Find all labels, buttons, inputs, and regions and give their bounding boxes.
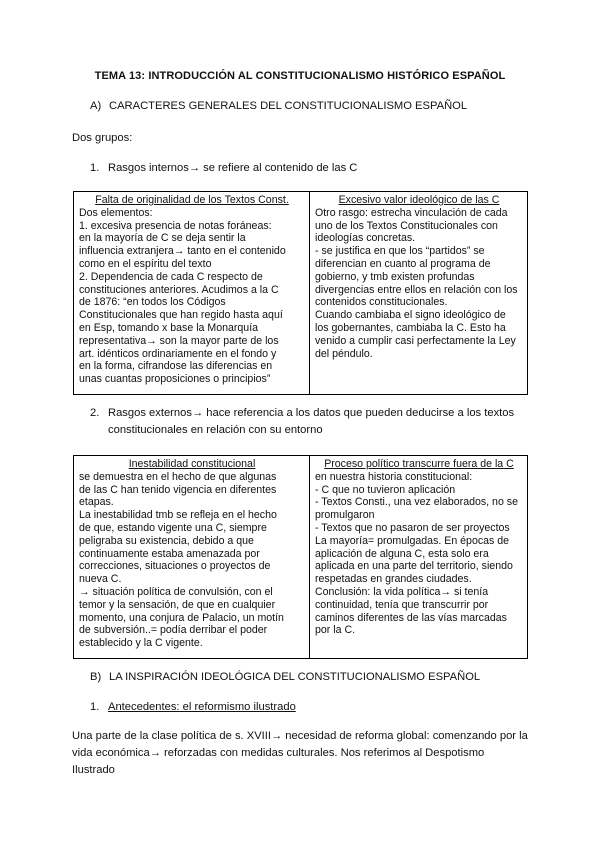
table1-right-line: divergencias entre ellos en relación con los	[315, 283, 518, 296]
table1-right-line: contenidos constitucionales.	[315, 296, 448, 309]
table1-right-header: Excesivo valor ideológico de las C	[338, 194, 500, 206]
table2-left-line: temor y la sensación, de que en cualquier	[79, 598, 276, 611]
table1-left-line: como en el espíritu del texto	[79, 257, 212, 270]
section-b-heading: LA INSPIRACIÓN IDEOLÓGICA DEL CONSTITUCIONALISMO ESPAÑOL	[109, 671, 481, 683]
table2-left-cell	[74, 456, 310, 659]
item1-text: Rasgos internos→ se refiere al contenido de las C	[108, 162, 358, 174]
table2-left-line: nueva C.	[79, 573, 122, 586]
table2-right-line: en nuestra historia constitucional:	[315, 470, 473, 483]
table2-right-line: La mayoría= promulgadas. En épocas de	[315, 534, 510, 547]
table1-right-line: Otro rasgo: estrecha vinculación de cada	[315, 206, 508, 219]
table1-right-line: gobierno, y tmb existen profundas	[315, 270, 475, 283]
table2-right-line: aplicada en una parte del territorio, siendo	[315, 560, 513, 573]
table2-left-line: etapas.	[79, 496, 114, 509]
table1-right-line: diferencian en cuanto al programa de	[315, 257, 491, 270]
table1-left-line: Constitucionales que han regido hasta aquí	[79, 309, 283, 322]
table2-right-line: - Textos que no pasaron de ser proyectos	[315, 521, 510, 534]
final-paragraph-line: Ilustrado	[72, 764, 115, 776]
table1-right-line: del péndulo.	[315, 347, 373, 360]
table2-left-line: de que, estando vigente una C, siempre	[79, 521, 267, 534]
internal-traits-table	[73, 191, 528, 395]
section-a-heading: CARACTERES GENERALES DEL CONSTITUCIONALISMO ESPAÑOL	[109, 100, 468, 112]
final-paragraph-line: Una parte de la clase política de s. XVIII→ necesidad de reforma global: comenzando por la	[72, 730, 528, 742]
table1-left-cell	[74, 192, 310, 395]
table2-left-line: de subversión..= podía derribar el poder	[79, 624, 268, 637]
item2-line2: constitucionales en relación con su entorno	[108, 424, 323, 436]
table1-left-line: constituciones anteriores. Acudimos a la C	[79, 283, 279, 296]
table1-left-line: representativa→ son la mayor parte de los	[79, 334, 279, 347]
table2-right-line: por la C.	[315, 624, 356, 637]
table2-left-line: → situación política de convulsión, con el	[79, 585, 273, 598]
section-a-marker: A)	[90, 100, 102, 112]
table1-left-line: art. idénticos ordinariamente en el fondo y	[79, 347, 277, 360]
table1-right-line: uno de los Textos Constitucionales con	[315, 219, 498, 232]
table1-right-cell	[310, 192, 528, 395]
final-paragraph-line: vida económica→ reforzadas con medidas culturales. Nos referimos al Despotismo	[72, 747, 485, 759]
item3-text: Antecedentes: el reformismo ilustrado	[108, 701, 296, 713]
table2-left-line: correcciones, situaciones o proyectos de	[79, 560, 271, 573]
table1-right-line: venido a cumplir casi perfectamente la Ley	[315, 334, 516, 347]
table2-left-header: Inestabilidad constitucional	[128, 458, 256, 470]
table2-left-line: establecido y la C vigente.	[79, 637, 203, 650]
table1-left-line: de 1876: “en todos los Códigos	[79, 296, 226, 309]
intro-text: Dos grupos:	[72, 132, 133, 144]
table1-left-line: 1. excesiva presencia de notas foráneas:	[79, 219, 272, 232]
table2-right-line: promulgaron	[315, 509, 375, 522]
item1-marker: 1.	[90, 162, 100, 174]
table1-right-line: - se justifica en que los “partidos” se	[315, 245, 485, 258]
table2-left-line: momento, una conjura de Palacio, un motín	[79, 611, 284, 624]
section-b-marker: B)	[90, 671, 102, 683]
table2-right-header: Proceso político transcurre fuera de la C	[324, 458, 514, 470]
external-traits-table	[73, 455, 528, 659]
table1-left-line: unas cuantas proposiciones o principios”	[79, 373, 271, 386]
table2-left-line: La inestabilidad tmb se refleja en el hecho	[79, 509, 277, 522]
table2-right-line: caminos diferentes de las vías marcadas	[315, 611, 507, 624]
table2-right-line: Conclusión: la vida política→ si tenía	[315, 585, 489, 598]
table1-left-line: Dos elementos:	[79, 206, 153, 219]
table1-left-line: influencia extranjera→ tanto en el contenido	[79, 245, 286, 258]
item3-marker: 1.	[90, 701, 100, 713]
table2-left-line: peligraba su existencia, debido a que	[79, 534, 254, 547]
table1-right-line: Cuando cambiaba el signo ideológico de	[315, 309, 506, 322]
table1-left-line: en Esp, tomando x base la Monarquía	[79, 321, 259, 334]
table1-left-line: en la mayoría de C se deja sentir la	[79, 232, 246, 245]
table1-right-line: ideologías concretas.	[315, 232, 416, 245]
table1-right-line: los gobernantes, cambiaba la C. Esto ha	[315, 321, 506, 334]
table1-left-line: en la forma, cifrandose las diferencias en	[79, 360, 273, 373]
table2-right-line: respetadas en grandes ciudades.	[315, 573, 472, 586]
table2-left-line: continuamente estaba amenazada por	[79, 547, 260, 560]
table1-left-header: Falta de originalidad de los Textos Const.	[95, 194, 289, 206]
table1-left-line: 2. Dependencia de cada C respecto de	[79, 270, 263, 283]
table2-left-line: de las C han tenido vigencia en diferentes	[79, 483, 277, 496]
table2-right-cell	[310, 456, 528, 659]
item2-marker: 2.	[90, 407, 100, 419]
table2-right-line: continuidad, tenía que transcurrir por	[315, 598, 489, 611]
item2-line1: Rasgos externos→ hace referencia a los datos que pueden deducirse a los textos	[108, 407, 515, 419]
table2-right-line: - C que no tuvieron aplicación	[315, 483, 456, 496]
table2-left-line: se demuestra en el hecho de que algunas	[79, 470, 277, 483]
page-title: TEMA 13: INTRODUCCIÓN AL CONSTITUCIONALISMO HISTÓRICO ESPAÑOL	[94, 70, 506, 82]
table2-right-line: aplicación de alguna C, esta solo era	[315, 547, 489, 560]
table2-right-line: - Textos Consti., una vez elaborados, no se	[315, 496, 518, 509]
